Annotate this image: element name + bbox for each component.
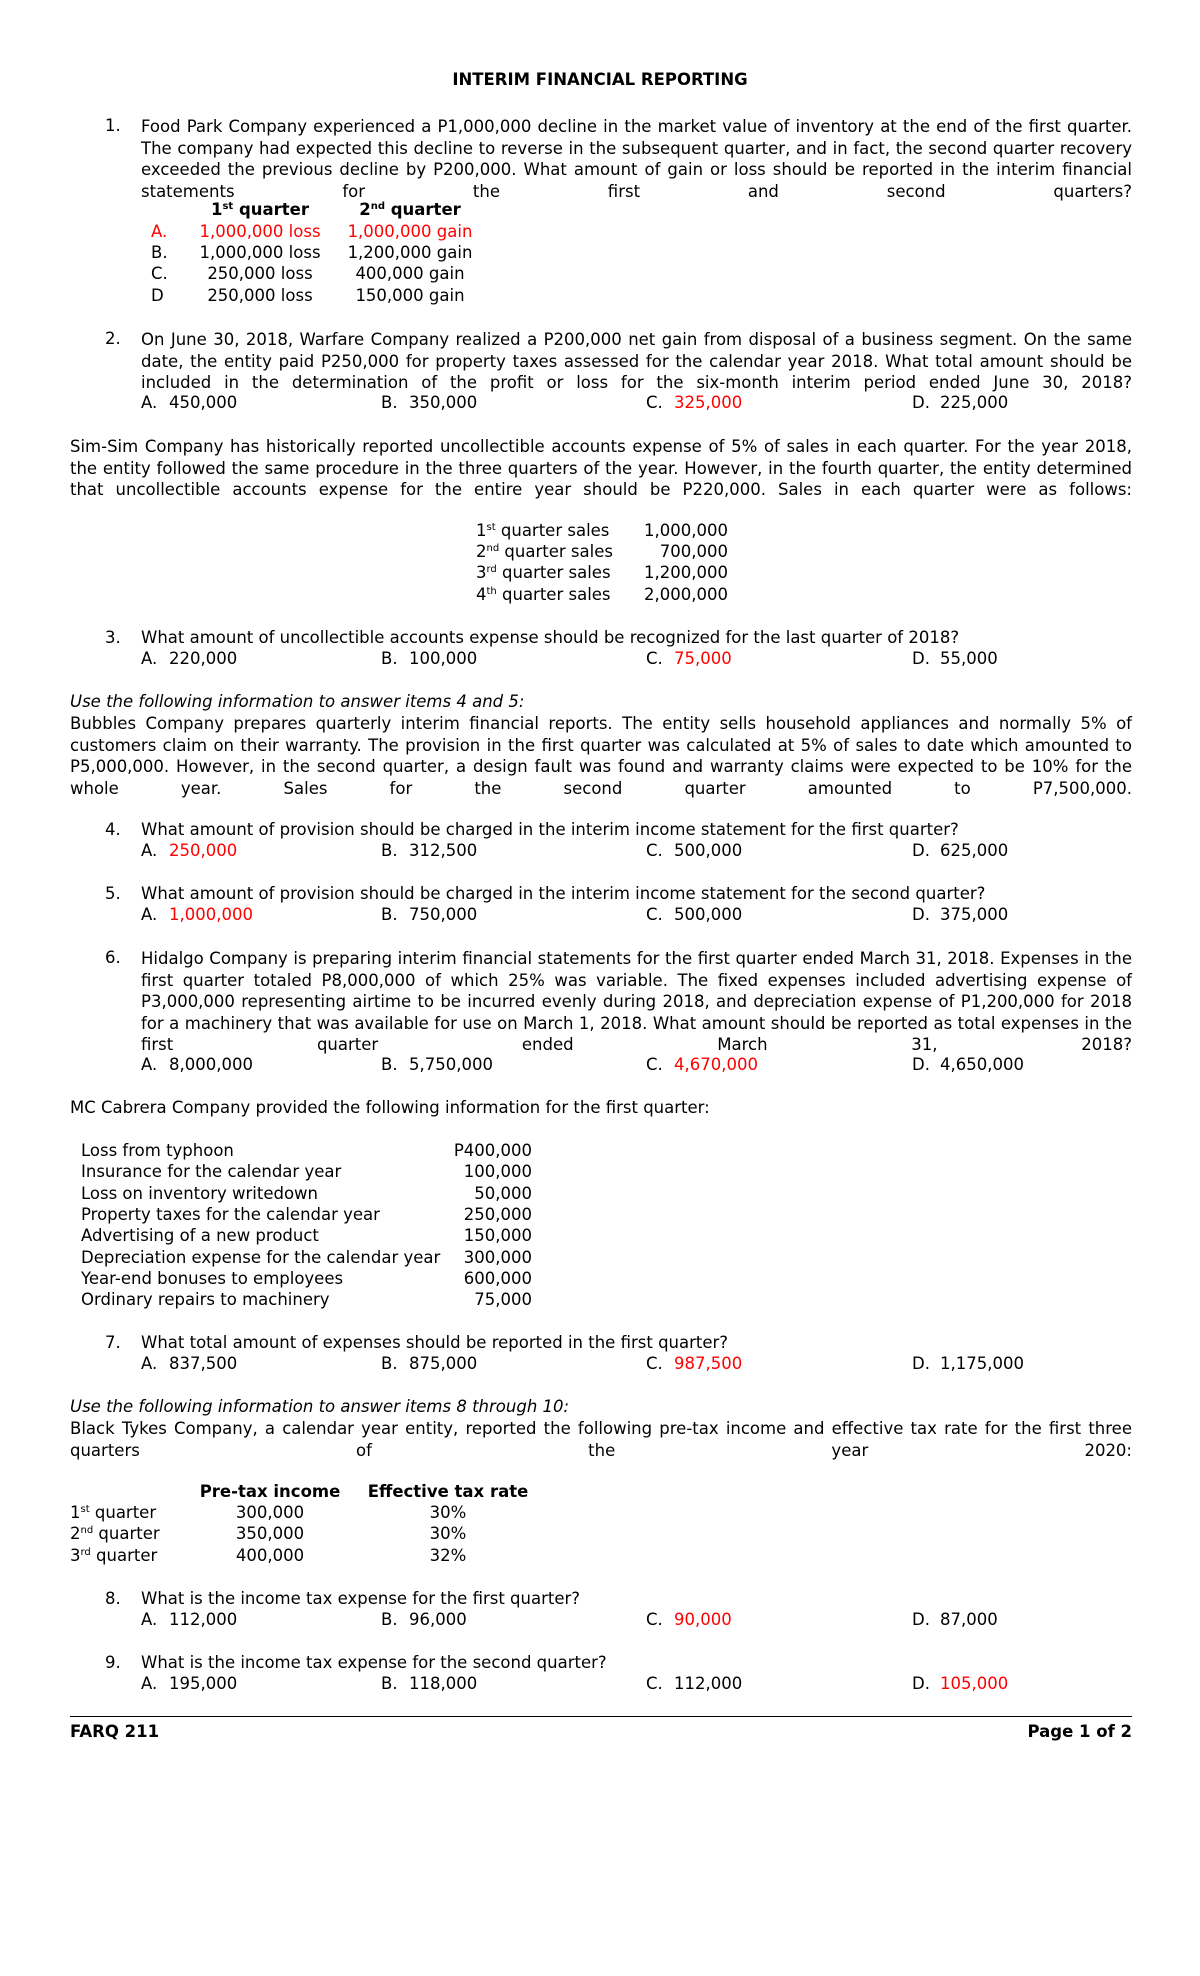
rate-value: 32% xyxy=(429,1546,467,1565)
sales-label: 1st quarter sales xyxy=(476,521,610,540)
q1-row-letter[interactable]: B. xyxy=(151,243,168,262)
q9-option-d[interactable]: D. 105,000 xyxy=(912,1674,1009,1693)
sales-value: 1,000,000 xyxy=(644,521,728,540)
q9-option-b[interactable]: B. 118,000 xyxy=(381,1674,478,1693)
q7-option-a[interactable]: A. 837,500 xyxy=(141,1354,238,1373)
q1-row-q1: 250,000 loss xyxy=(207,286,313,305)
q7-option-c[interactable]: C. 987,500 xyxy=(646,1354,743,1373)
mc-item-value: P400,000 xyxy=(453,1141,532,1160)
q5-option-d[interactable]: D. 375,000 xyxy=(912,905,1009,924)
rate-value: 30% xyxy=(429,1503,467,1522)
bubbles-paragraph: Bubbles Company prepares quarterly interim financial reports. The entity sells household appliances and normally 5% of customers claim on their warranty. The provision in the first quarter was calculated at 5% of sales to date which amounted to P5,000,000. However, in the second quarter, a design fault was found and warranty claims were expected to be 10% for the whole year. Sales for the second quarter amounted to P7,500,000. xyxy=(70,714,1132,798)
q2-number: 2. xyxy=(105,329,121,348)
rate-header: Effective tax rate xyxy=(367,1482,529,1501)
q5-option-a[interactable]: A. 1,000,000 xyxy=(141,905,253,924)
mc-item-value: 300,000 xyxy=(463,1248,532,1267)
mc-item-label: Loss from typhoon xyxy=(81,1141,234,1160)
q8-option-a[interactable]: A. 112,000 xyxy=(141,1610,238,1629)
mc-item-value: 150,000 xyxy=(463,1226,532,1245)
q3-option-d[interactable]: D. 55,000 xyxy=(912,649,998,668)
q5-option-b[interactable]: B. 750,000 xyxy=(381,905,478,924)
q4-option-d[interactable]: D. 625,000 xyxy=(912,841,1009,860)
page-title: INTERIM FINANCIAL REPORTING xyxy=(452,70,748,89)
bubbles-intro: Use the following information to answer items 4 and 5: xyxy=(70,692,525,711)
q4-option-b[interactable]: B. 312,500 xyxy=(381,841,478,860)
q1-text: Food Park Company experienced a P1,000,000 decline in the market value of inventory at the end of the first quarter. The company had expected this decline to reverse in the subsequent quarter, and in fact, the second quarter recovery exceeded the previous decline by P200,000. What amount of gain or loss should be reported in the interim financial statements for the first and second quarters? xyxy=(141,117,1132,201)
q4-option-c[interactable]: C. 500,000 xyxy=(646,841,743,860)
q6-option-d[interactable]: D. 4,650,000 xyxy=(912,1055,1024,1074)
q6-option-c[interactable]: C. 4,670,000 xyxy=(646,1055,758,1074)
q8-option-d[interactable]: D. 87,000 xyxy=(912,1610,998,1629)
q7-option-b[interactable]: B. 875,000 xyxy=(381,1354,478,1373)
q2-option-a[interactable]: A. 450,000 xyxy=(141,393,238,412)
q4-option-a[interactable]: A. 250,000 xyxy=(141,841,238,860)
mc-item-value: 600,000 xyxy=(463,1269,532,1288)
q1-row-letter[interactable]: D xyxy=(151,286,164,305)
q8-option-c[interactable]: C. 90,000 xyxy=(646,1610,732,1629)
q6-text: Hidalgo Company is preparing interim financial statements for the first quarter ended March 31, 2018. Expenses in the first quarter totaled P8,000,000 of which 25% was variable. The fixed expenses included advertising expense of P3,000,000 representing airtime to be incurred evenly during 2018, and depreciation expense of P1,200,000 for 2018 for a machinery that was available for use on March 1, 2018. What amount should be reported as total expenses in the first quarter ended March 31, 2018? xyxy=(141,949,1132,1054)
footer-page-number: Page 1 of 2 xyxy=(1027,1722,1132,1741)
q5-number: 5. xyxy=(105,884,121,903)
sales-value: 700,000 xyxy=(659,542,728,561)
q8-option-b[interactable]: B. 96,000 xyxy=(381,1610,467,1629)
mc-item-label: Depreciation expense for the calendar year xyxy=(81,1248,441,1267)
pretax-value: 300,000 xyxy=(235,1503,305,1522)
simsim-paragraph: Sim-Sim Company has historically reported uncollectible accounts expense of 5% of sales in each quarter. For the year 2018, the entity followed the same procedure in the three quarters of the year. However, in the fourth quarter, the entity determined that uncollectible accounts expense for the entire year should be P220,000. Sales in each quarter were as follows: xyxy=(70,437,1132,499)
q9-text: What is the income tax expense for the second quarter? xyxy=(141,1653,607,1672)
mc-item-value: 50,000 xyxy=(474,1184,532,1203)
q3-option-a[interactable]: A. 220,000 xyxy=(141,649,238,668)
q1-row-q1: 250,000 loss xyxy=(207,264,313,283)
q1-row-q1: 1,000,000 loss xyxy=(199,243,321,262)
quarter-label: 2nd quarter xyxy=(70,1524,160,1543)
q1-row-letter[interactable]: C. xyxy=(151,264,168,283)
q5-text: What amount of provision should be charged in the interim income statement for the second quarter? xyxy=(141,884,986,903)
q3-option-c[interactable]: C. 75,000 xyxy=(646,649,732,668)
pretax-value: 400,000 xyxy=(235,1546,305,1565)
q7-text: What total amount of expenses should be reported in the first quarter? xyxy=(141,1333,729,1352)
q9-option-a[interactable]: A. 195,000 xyxy=(141,1674,238,1693)
footer-rule xyxy=(70,1716,1132,1717)
sales-label: 2nd quarter sales xyxy=(476,542,613,561)
sales-label: 3rd quarter sales xyxy=(476,563,611,582)
q1-row-letter[interactable]: A. xyxy=(151,222,168,241)
footer-course-code: FARQ 211 xyxy=(70,1722,160,1741)
q2-option-c[interactable]: C. 325,000 xyxy=(646,393,743,412)
q1-col2-header: 2nd quarter xyxy=(359,200,461,219)
q8-text: What is the income tax expense for the first quarter? xyxy=(141,1589,581,1608)
mc-item-label: Property taxes for the calendar year xyxy=(81,1205,380,1224)
q1-row-q2: 1,200,000 gain xyxy=(347,243,473,262)
mc-item-value: 250,000 xyxy=(463,1205,532,1224)
pretax-value: 350,000 xyxy=(235,1524,305,1543)
mc-item-label: Year-end bonuses to employees xyxy=(81,1269,344,1288)
pretax-header: Pre-tax income xyxy=(199,1482,341,1501)
sales-label: 4th quarter sales xyxy=(476,585,611,604)
q2-option-d[interactable]: D. 225,000 xyxy=(912,393,1009,412)
mc-item-label: Loss on inventory writedown xyxy=(81,1184,319,1203)
mc-item-label: Advertising of a new product xyxy=(81,1226,319,1245)
q3-option-b[interactable]: B. 100,000 xyxy=(381,649,478,668)
sales-value: 1,200,000 xyxy=(644,563,728,582)
q2-option-b[interactable]: B. 350,000 xyxy=(381,393,478,412)
q7-number: 7. xyxy=(105,1333,121,1352)
quarter-label: 1st quarter xyxy=(70,1503,157,1522)
q1-row-q2: 400,000 gain xyxy=(355,264,465,283)
black-paragraph: Black Tykes Company, a calendar year entity, reported the following pre-tax income and effective tax rate for the first three quarters of the year 2020: xyxy=(70,1419,1132,1460)
q2-text: On June 30, 2018, Warfare Company realized a P200,000 net gain from disposal of a business segment. On the same date, the entity paid P250,000 for property taxes assessed for the calendar year 2018. What total amount should be included in the determination of the profit or loss for the six-month interim period ended June 30, 2018? xyxy=(141,330,1132,392)
mc-item-label: Ordinary repairs to machinery xyxy=(81,1290,330,1309)
q6-option-b[interactable]: B. 5,750,000 xyxy=(381,1055,493,1074)
q5-option-c[interactable]: C. 500,000 xyxy=(646,905,743,924)
q3-text: What amount of uncollectible accounts expense should be recognized for the last quarter of 2018? xyxy=(141,628,960,647)
rate-value: 30% xyxy=(429,1524,467,1543)
q1-row-q2: 150,000 gain xyxy=(355,286,465,305)
q7-option-d[interactable]: D. 1,175,000 xyxy=(912,1354,1024,1373)
black-intro: Use the following information to answer items 8 through 10: xyxy=(70,1397,570,1416)
q3-number: 3. xyxy=(105,628,121,647)
q1-row-q2: 1,000,000 gain xyxy=(347,222,473,241)
mc-item-value: 75,000 xyxy=(474,1290,532,1309)
mc-item-value: 100,000 xyxy=(463,1162,532,1181)
q6-option-a[interactable]: A. 8,000,000 xyxy=(141,1055,253,1074)
q1-row-q1: 1,000,000 loss xyxy=(199,222,321,241)
sales-value: 2,000,000 xyxy=(644,585,728,604)
q4-text: What amount of provision should be charged in the interim income statement for the first quarter? xyxy=(141,820,959,839)
q4-number: 4. xyxy=(105,820,121,839)
mc-paragraph: MC Cabrera Company provided the following information for the first quarter: xyxy=(70,1098,710,1117)
q1-col1-header: 1st quarter xyxy=(210,200,309,219)
q8-number: 8. xyxy=(105,1589,121,1608)
q9-number: 9. xyxy=(105,1653,121,1672)
q6-number: 6. xyxy=(105,948,121,967)
q1-number: 1. xyxy=(105,116,121,135)
quarter-label: 3rd quarter xyxy=(70,1546,158,1565)
mc-item-label: Insurance for the calendar year xyxy=(81,1162,342,1181)
q9-option-c[interactable]: C. 112,000 xyxy=(646,1674,743,1693)
